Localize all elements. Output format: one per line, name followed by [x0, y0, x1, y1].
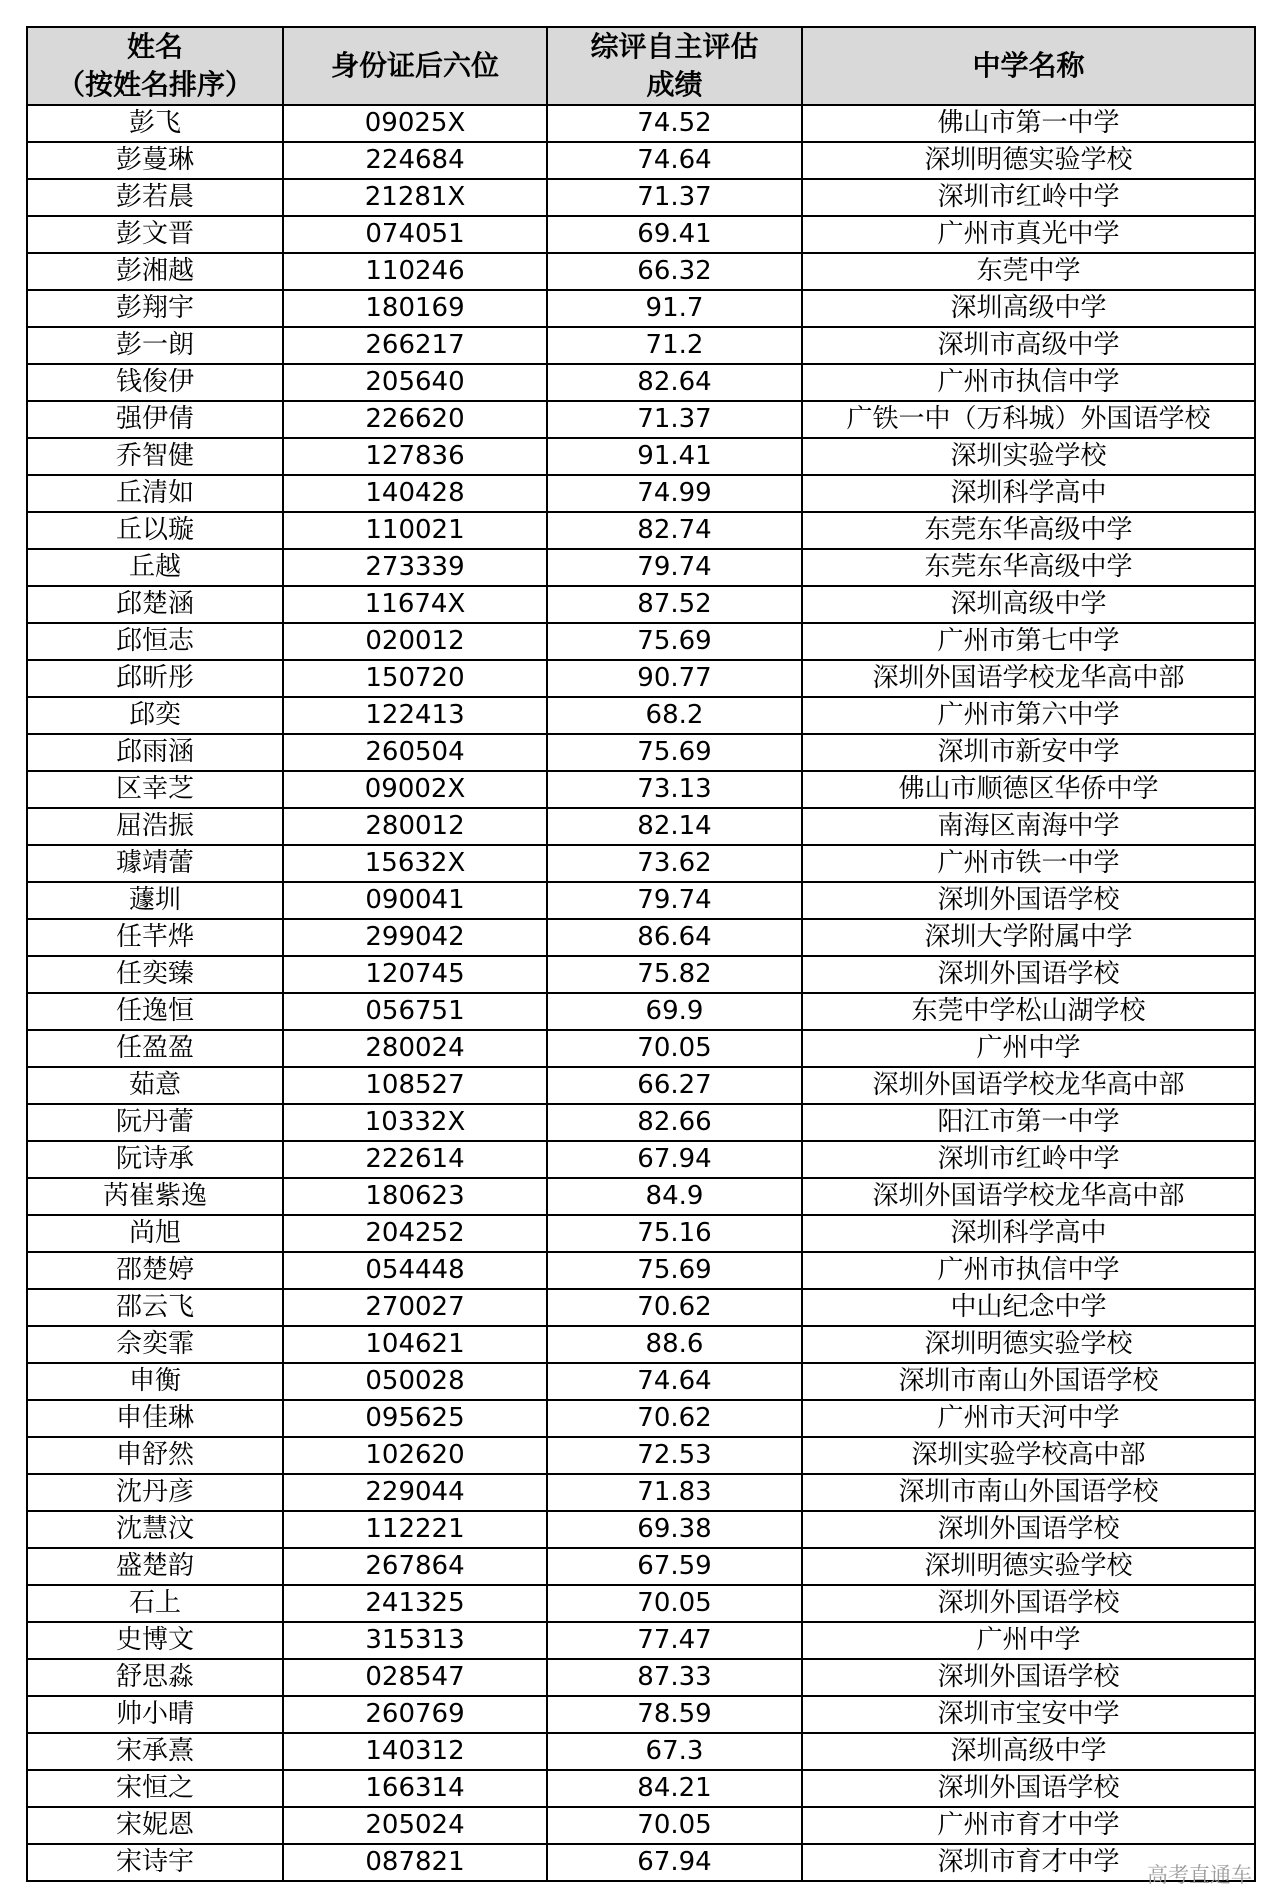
cell-school: 深圳外国语学校 — [802, 1585, 1255, 1622]
cell-name: 阮诗承 — [27, 1141, 283, 1178]
cell-school: 佛山市顺德区华侨中学 — [802, 771, 1255, 808]
table-row — [27, 771, 1255, 808]
table-row — [27, 1585, 1255, 1622]
cell-id-suffix: 260504 — [283, 734, 547, 771]
cell-school: 深圳外国语学校 — [802, 1511, 1255, 1548]
cell-school: 深圳市高级中学 — [802, 327, 1255, 364]
cell-id-suffix: 266217 — [283, 327, 547, 364]
table-row — [27, 956, 1255, 993]
cell-id-suffix: 166314 — [283, 1770, 547, 1807]
cell-id-suffix: 222614 — [283, 1141, 547, 1178]
cell-id-suffix: 09002X — [283, 771, 547, 808]
cell-id-suffix: 054448 — [283, 1252, 547, 1289]
table-row — [27, 808, 1255, 845]
cell-name: 盛楚韵 — [27, 1548, 283, 1585]
cell-score: 75.69 — [547, 623, 802, 660]
cell-name: 丘以璇 — [27, 512, 283, 549]
cell-id-suffix: 280024 — [283, 1030, 547, 1067]
cell-name: 帅小晴 — [27, 1696, 283, 1733]
cell-id-suffix: 074051 — [283, 216, 547, 253]
cell-name: 茹意 — [27, 1067, 283, 1104]
watermark: 高考直通车 — [1147, 1863, 1252, 1887]
cell-score: 70.05 — [547, 1585, 802, 1622]
cell-name: 彭湘越 — [27, 253, 283, 290]
cell-name: 申舒然 — [27, 1437, 283, 1474]
cell-name: 宋妮恩 — [27, 1807, 283, 1844]
cell-score: 82.74 — [547, 512, 802, 549]
table-row — [27, 1252, 1255, 1289]
cell-school: 深圳科学高中 — [802, 1215, 1255, 1252]
cell-id-suffix: 241325 — [283, 1585, 547, 1622]
cell-score: 71.2 — [547, 327, 802, 364]
cell-school: 广州市天河中学 — [802, 1400, 1255, 1437]
cell-score: 67.3 — [547, 1733, 802, 1770]
cell-id-suffix: 120745 — [283, 956, 547, 993]
cell-school: 中山纪念中学 — [802, 1289, 1255, 1326]
cell-id-suffix: 150720 — [283, 660, 547, 697]
cell-school: 深圳外国语学校 — [802, 956, 1255, 993]
cell-score: 90.77 — [547, 660, 802, 697]
table-row — [27, 1622, 1255, 1659]
cell-score: 84.21 — [547, 1770, 802, 1807]
cell-score: 79.74 — [547, 882, 802, 919]
cell-id-suffix: 104621 — [283, 1326, 547, 1363]
table-row — [27, 697, 1255, 734]
cell-school: 阳江市第一中学 — [802, 1104, 1255, 1141]
table-row — [27, 1030, 1255, 1067]
cell-id-suffix: 140428 — [283, 475, 547, 512]
cell-score: 82.14 — [547, 808, 802, 845]
table-row — [27, 1326, 1255, 1363]
cell-name: 邵云飞 — [27, 1289, 283, 1326]
cell-name: 邱雨涵 — [27, 734, 283, 771]
cell-name: 彭翔宇 — [27, 290, 283, 327]
cell-score: 67.94 — [547, 1141, 802, 1178]
cell-name: 邱楚涵 — [27, 586, 283, 623]
cell-id-suffix: 122413 — [283, 697, 547, 734]
table-row — [27, 1474, 1255, 1511]
table-row — [27, 1696, 1255, 1733]
table-row — [27, 1659, 1255, 1696]
cell-school: 广州市执信中学 — [802, 1252, 1255, 1289]
table-row — [27, 290, 1255, 327]
cell-school: 东莞中学 — [802, 253, 1255, 290]
cell-id-suffix: 110021 — [283, 512, 547, 549]
cell-id-suffix: 028547 — [283, 1659, 547, 1696]
cell-name: 璩靖蕾 — [27, 845, 283, 882]
header-score-line1: 综评自主评估 — [590, 30, 759, 63]
results-table — [26, 26, 1256, 1882]
cell-score: 82.64 — [547, 364, 802, 401]
cell-name: 丘清如 — [27, 475, 283, 512]
cell-school: 深圳明德实验学校 — [802, 142, 1255, 179]
cell-school: 广州市育才中学 — [802, 1807, 1255, 1844]
cell-school: 深圳实验学校高中部 — [802, 1437, 1255, 1474]
cell-id-suffix: 315313 — [283, 1622, 547, 1659]
cell-score: 88.6 — [547, 1326, 802, 1363]
cell-score: 71.83 — [547, 1474, 802, 1511]
cell-name: 彭蔓琳 — [27, 142, 283, 179]
cell-school: 广州中学 — [802, 1030, 1255, 1067]
cell-name: 申佳琳 — [27, 1400, 283, 1437]
cell-id-suffix: 299042 — [283, 919, 547, 956]
table-row — [27, 1807, 1255, 1844]
table-row — [27, 512, 1255, 549]
table-row — [27, 105, 1255, 142]
cell-name: 邱奕 — [27, 697, 283, 734]
cell-school: 广州中学 — [802, 1622, 1255, 1659]
cell-score: 87.52 — [547, 586, 802, 623]
cell-id-suffix: 056751 — [283, 993, 547, 1030]
cell-school: 南海区南海中学 — [802, 808, 1255, 845]
table-row — [27, 327, 1255, 364]
cell-id-suffix: 108527 — [283, 1067, 547, 1104]
cell-name: 沈丹彦 — [27, 1474, 283, 1511]
cell-school: 东莞中学松山湖学校 — [802, 993, 1255, 1030]
cell-school: 深圳外国语学校龙华高中部 — [802, 1178, 1255, 1215]
header-score — [547, 27, 802, 105]
table-row — [27, 1215, 1255, 1252]
cell-name: 宋诗宇 — [27, 1844, 283, 1881]
table-row — [27, 1437, 1255, 1474]
cell-school: 深圳高级中学 — [802, 586, 1255, 623]
cell-name: 申衡 — [27, 1363, 283, 1400]
table-row — [27, 1844, 1255, 1881]
table-row — [27, 401, 1255, 438]
cell-score: 82.66 — [547, 1104, 802, 1141]
table-row — [27, 1770, 1255, 1807]
cell-school: 深圳科学高中 — [802, 475, 1255, 512]
table-row — [27, 253, 1255, 290]
header-name-line1: 姓名 — [126, 30, 183, 63]
cell-id-suffix: 21281X — [283, 179, 547, 216]
cell-id-suffix: 180623 — [283, 1178, 547, 1215]
cell-score: 73.13 — [547, 771, 802, 808]
cell-name: 任逸恒 — [27, 993, 283, 1030]
table-row — [27, 1733, 1255, 1770]
cell-id-suffix: 140312 — [283, 1733, 547, 1770]
table-row — [27, 1548, 1255, 1585]
cell-id-suffix: 020012 — [283, 623, 547, 660]
table-row — [27, 845, 1255, 882]
table-row — [27, 438, 1255, 475]
cell-id-suffix: 087821 — [283, 1844, 547, 1881]
cell-school: 深圳外国语学校龙华高中部 — [802, 1067, 1255, 1104]
cell-id-suffix: 205024 — [283, 1807, 547, 1844]
table-row — [27, 142, 1255, 179]
cell-score: 72.53 — [547, 1437, 802, 1474]
cell-id-suffix: 204252 — [283, 1215, 547, 1252]
cell-id-suffix: 095625 — [283, 1400, 547, 1437]
table-row — [27, 475, 1255, 512]
cell-score: 74.64 — [547, 142, 802, 179]
cell-school: 深圳市南山外国语学校 — [802, 1363, 1255, 1400]
cell-school: 广州市第七中学 — [802, 623, 1255, 660]
table-row — [27, 660, 1255, 697]
cell-score: 75.16 — [547, 1215, 802, 1252]
cell-name: 任芊烨 — [27, 919, 283, 956]
cell-score: 71.37 — [547, 179, 802, 216]
score-sheet — [26, 26, 1256, 1882]
cell-name: 区幸芝 — [27, 771, 283, 808]
cell-name: 蘧圳 — [27, 882, 283, 919]
table-row — [27, 734, 1255, 771]
cell-id-suffix: 090041 — [283, 882, 547, 919]
cell-id-suffix: 102620 — [283, 1437, 547, 1474]
table-row — [27, 1400, 1255, 1437]
cell-name: 彭文晋 — [27, 216, 283, 253]
table-row — [27, 179, 1255, 216]
cell-name: 任奕臻 — [27, 956, 283, 993]
cell-school: 广铁一中（万科城）外国语学校 — [802, 401, 1255, 438]
cell-school: 深圳市南山外国语学校 — [802, 1474, 1255, 1511]
cell-id-suffix: 127836 — [283, 438, 547, 475]
cell-score: 75.82 — [547, 956, 802, 993]
table-row — [27, 586, 1255, 623]
header-school: 中学名称 — [802, 27, 1255, 105]
cell-score: 78.59 — [547, 1696, 802, 1733]
header-row — [27, 27, 1255, 105]
cell-id-suffix: 09025X — [283, 105, 547, 142]
cell-score: 69.38 — [547, 1511, 802, 1548]
cell-school: 东莞东华高级中学 — [802, 512, 1255, 549]
cell-score: 70.62 — [547, 1400, 802, 1437]
cell-id-suffix: 226620 — [283, 401, 547, 438]
cell-score: 74.64 — [547, 1363, 802, 1400]
cell-score: 91.7 — [547, 290, 802, 327]
header-name-line2: （按姓名排序） — [56, 68, 253, 101]
cell-id-suffix: 229044 — [283, 1474, 547, 1511]
cell-name: 佘奕霏 — [27, 1326, 283, 1363]
cell-school: 深圳市育才中学 — [802, 1844, 1255, 1881]
cell-name: 丘越 — [27, 549, 283, 586]
header-id: 身份证后六位 — [283, 27, 547, 105]
cell-score: 68.2 — [547, 697, 802, 734]
cell-score: 66.27 — [547, 1067, 802, 1104]
cell-school: 深圳明德实验学校 — [802, 1326, 1255, 1363]
cell-id-suffix: 11674X — [283, 586, 547, 623]
cell-name: 石上 — [27, 1585, 283, 1622]
cell-name: 舒思淼 — [27, 1659, 283, 1696]
table-row — [27, 623, 1255, 660]
cell-name: 强伊倩 — [27, 401, 283, 438]
cell-id-suffix: 224684 — [283, 142, 547, 179]
cell-school: 广州市真光中学 — [802, 216, 1255, 253]
table-row — [27, 882, 1255, 919]
cell-school: 东莞东华高级中学 — [802, 549, 1255, 586]
cell-id-suffix: 260769 — [283, 1696, 547, 1733]
cell-name: 尚旭 — [27, 1215, 283, 1252]
cell-score: 87.33 — [547, 1659, 802, 1696]
cell-id-suffix: 267864 — [283, 1548, 547, 1585]
cell-school: 广州市执信中学 — [802, 364, 1255, 401]
cell-score: 79.74 — [547, 549, 802, 586]
cell-id-suffix: 205640 — [283, 364, 547, 401]
cell-name: 邵楚婷 — [27, 1252, 283, 1289]
cell-id-suffix: 050028 — [283, 1363, 547, 1400]
cell-name: 邱恒志 — [27, 623, 283, 660]
cell-id-suffix: 180169 — [283, 290, 547, 327]
cell-id-suffix: 112221 — [283, 1511, 547, 1548]
cell-score: 71.37 — [547, 401, 802, 438]
cell-score: 70.05 — [547, 1807, 802, 1844]
cell-school: 深圳明德实验学校 — [802, 1548, 1255, 1585]
cell-school: 深圳市红岭中学 — [802, 179, 1255, 216]
cell-name: 彭飞 — [27, 105, 283, 142]
cell-score: 69.9 — [547, 993, 802, 1030]
table-row — [27, 364, 1255, 401]
cell-score: 66.32 — [547, 253, 802, 290]
cell-school: 深圳大学附属中学 — [802, 919, 1255, 956]
cell-school: 深圳市宝安中学 — [802, 1696, 1255, 1733]
table-row — [27, 549, 1255, 586]
cell-name: 宋恒之 — [27, 1770, 283, 1807]
table-row — [27, 1178, 1255, 1215]
cell-name: 任盈盈 — [27, 1030, 283, 1067]
cell-name: 彭一朗 — [27, 327, 283, 364]
cell-school: 深圳外国语学校 — [802, 882, 1255, 919]
table-row — [27, 1363, 1255, 1400]
cell-score: 70.05 — [547, 1030, 802, 1067]
cell-score: 73.62 — [547, 845, 802, 882]
cell-school: 深圳外国语学校 — [802, 1659, 1255, 1696]
cell-school: 深圳外国语学校 — [802, 1770, 1255, 1807]
table-row — [27, 1141, 1255, 1178]
cell-score: 69.41 — [547, 216, 802, 253]
table-row — [27, 1511, 1255, 1548]
table-row — [27, 919, 1255, 956]
cell-name: 邱昕彤 — [27, 660, 283, 697]
cell-name: 乔智健 — [27, 438, 283, 475]
cell-name: 宋承熹 — [27, 1733, 283, 1770]
cell-score: 67.59 — [547, 1548, 802, 1585]
header-name — [27, 27, 283, 105]
cell-score: 91.41 — [547, 438, 802, 475]
cell-name: 沈慧汶 — [27, 1511, 283, 1548]
cell-school: 广州市第六中学 — [802, 697, 1255, 734]
cell-school: 深圳市新安中学 — [802, 734, 1255, 771]
cell-id-suffix: 110246 — [283, 253, 547, 290]
cell-score: 74.99 — [547, 475, 802, 512]
cell-school: 深圳高级中学 — [802, 290, 1255, 327]
table-row — [27, 993, 1255, 1030]
cell-id-suffix: 273339 — [283, 549, 547, 586]
cell-id-suffix: 15632X — [283, 845, 547, 882]
table-row — [27, 1104, 1255, 1141]
cell-score: 70.62 — [547, 1289, 802, 1326]
table-row — [27, 1289, 1255, 1326]
cell-school: 广州市铁一中学 — [802, 845, 1255, 882]
cell-name: 芮崔紫逸 — [27, 1178, 283, 1215]
cell-school: 深圳实验学校 — [802, 438, 1255, 475]
cell-name: 阮丹蕾 — [27, 1104, 283, 1141]
cell-id-suffix: 280012 — [283, 808, 547, 845]
cell-score: 86.64 — [547, 919, 802, 956]
cell-name: 屈浩振 — [27, 808, 283, 845]
cell-school: 深圳市红岭中学 — [802, 1141, 1255, 1178]
cell-score: 74.52 — [547, 105, 802, 142]
cell-score: 67.94 — [547, 1844, 802, 1881]
cell-school: 深圳高级中学 — [802, 1733, 1255, 1770]
cell-name: 彭若晨 — [27, 179, 283, 216]
cell-id-suffix: 10332X — [283, 1104, 547, 1141]
table-row — [27, 1067, 1255, 1104]
header-score-line2: 成绩 — [646, 68, 703, 101]
cell-school: 佛山市第一中学 — [802, 105, 1255, 142]
cell-score: 75.69 — [547, 734, 802, 771]
table-row — [27, 216, 1255, 253]
cell-score: 77.47 — [547, 1622, 802, 1659]
cell-score: 84.9 — [547, 1178, 802, 1215]
cell-name: 史博文 — [27, 1622, 283, 1659]
cell-id-suffix: 270027 — [283, 1289, 547, 1326]
cell-score: 75.69 — [547, 1252, 802, 1289]
cell-school: 深圳外国语学校龙华高中部 — [802, 660, 1255, 697]
cell-name: 钱俊伊 — [27, 364, 283, 401]
